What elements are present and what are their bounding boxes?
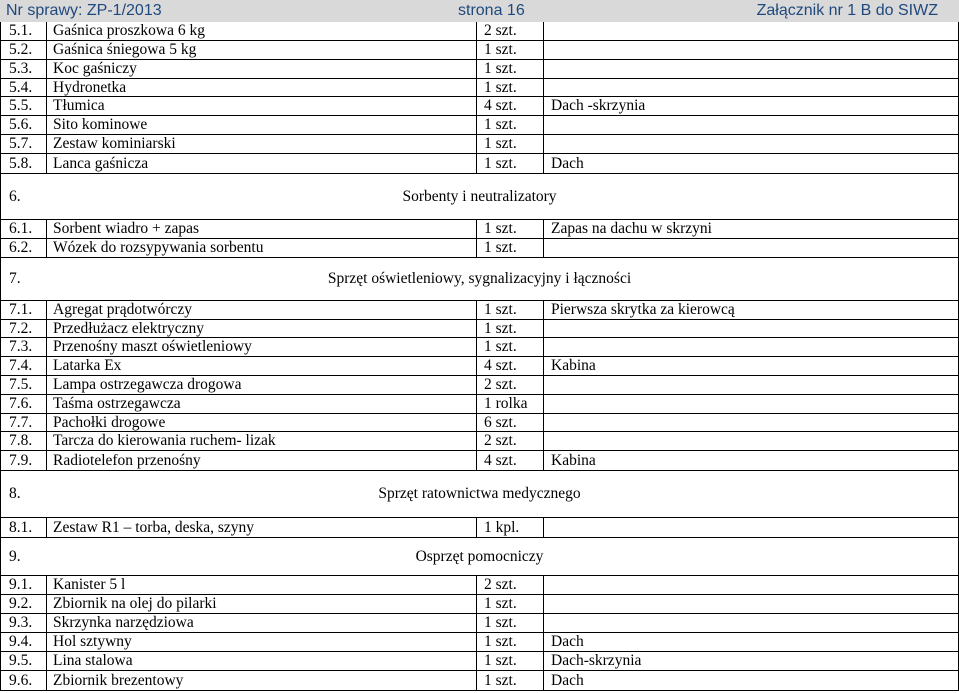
item-number: 5.4.	[9, 79, 33, 96]
case-number: Nr sprawy: ZP-1/2013	[6, 2, 162, 19]
item-quantity: 1 szt.	[484, 595, 517, 612]
table-row	[0, 357, 959, 376]
table-row	[0, 97, 959, 116]
column-divider	[543, 239, 544, 258]
column-divider	[476, 135, 477, 154]
column-divider	[476, 451, 477, 471]
table-row	[0, 41, 959, 60]
column-divider	[476, 595, 477, 614]
table-row	[0, 432, 959, 451]
column-divider	[46, 576, 47, 595]
column-divider	[46, 414, 47, 432]
item-number: 9.1.	[9, 576, 33, 593]
item-quantity: 1 rolka	[484, 395, 528, 412]
item-note: Pierwsza skrytka za kierowcą	[551, 301, 735, 318]
column-divider	[476, 60, 477, 79]
column-divider	[0, 471, 1, 518]
item-number: 9.6.	[9, 672, 33, 689]
table-row	[0, 671, 959, 691]
item-number: 7.9.	[9, 452, 33, 469]
column-divider	[476, 22, 477, 41]
item-number: 6.1.	[9, 220, 33, 237]
column-divider	[543, 614, 544, 633]
item-quantity: 2 szt.	[484, 432, 517, 449]
column-divider	[46, 357, 47, 376]
column-divider	[543, 395, 544, 414]
item-number: 7.5.	[9, 376, 33, 393]
item-quantity: 1 szt.	[484, 320, 517, 337]
item-number: 5.6.	[9, 116, 33, 133]
item-quantity: 2 szt.	[484, 376, 517, 393]
item-quantity: 1 szt.	[484, 79, 517, 96]
column-divider	[0, 79, 1, 97]
column-divider	[46, 116, 47, 135]
column-divider	[46, 652, 47, 671]
column-divider	[46, 79, 47, 97]
item-number: 7.3.	[9, 338, 33, 355]
item-name: Sorbent wiadro + zapas	[53, 220, 200, 237]
column-divider	[476, 576, 477, 595]
column-divider	[0, 518, 1, 538]
item-name: Wózek do rozsypywania sorbentu	[53, 239, 264, 256]
column-divider	[46, 595, 47, 614]
item-quantity: 4 szt.	[484, 97, 517, 114]
attachment-label: Załącznik nr 1 B do SIWZ	[756, 2, 938, 19]
item-number: 7.2.	[9, 320, 33, 337]
table-row	[0, 60, 959, 79]
item-number: 7.6.	[9, 395, 33, 412]
column-divider	[0, 614, 1, 633]
item-quantity: 1 szt.	[484, 135, 517, 152]
column-divider	[543, 135, 544, 154]
column-divider	[0, 174, 1, 220]
item-number: 5.2.	[9, 41, 33, 58]
column-divider	[543, 154, 544, 174]
section-title: Sprzęt ratownictwa medycznego	[378, 485, 581, 502]
item-name: Koc gaśniczy	[53, 60, 137, 77]
table-row	[0, 633, 959, 652]
table-row	[0, 376, 959, 395]
item-number: 6.2.	[9, 239, 33, 256]
item-quantity: 1 szt.	[484, 60, 517, 77]
column-divider	[46, 97, 47, 116]
column-divider	[543, 116, 544, 135]
column-divider	[543, 60, 544, 79]
column-divider	[476, 79, 477, 97]
item-number: 5.5.	[9, 97, 33, 114]
item-quantity: 1 szt.	[484, 338, 517, 355]
column-divider	[543, 595, 544, 614]
column-divider	[543, 22, 544, 41]
column-divider	[0, 451, 1, 471]
table-row	[0, 595, 959, 614]
item-number: 8.1.	[9, 519, 33, 536]
column-divider	[0, 414, 1, 432]
item-number: 9.2.	[9, 595, 33, 612]
column-divider	[543, 652, 544, 671]
item-number: 9.5.	[9, 652, 33, 669]
column-divider	[46, 451, 47, 471]
item-quantity: 1 szt.	[484, 155, 517, 172]
column-divider	[476, 97, 477, 116]
item-note: Dach -skrzynia	[551, 97, 646, 114]
column-divider	[543, 41, 544, 60]
table-row	[0, 614, 959, 633]
column-divider	[476, 518, 477, 538]
column-divider	[46, 154, 47, 174]
item-name: Kanister 5 l	[53, 576, 126, 593]
column-divider	[543, 671, 544, 691]
item-note: Dach	[551, 633, 584, 650]
column-divider	[0, 320, 1, 338]
section-number: 6.	[9, 188, 21, 205]
table-row	[0, 79, 959, 97]
item-quantity: 1 szt.	[484, 614, 517, 631]
item-quantity: 1 kpl.	[484, 519, 520, 536]
column-divider	[46, 135, 47, 154]
item-quantity: 1 szt.	[484, 652, 517, 669]
item-name: Przenośny maszt oświetleniowy	[53, 338, 252, 355]
item-name: Tarcza do kierowania ruchem- lizak	[53, 432, 276, 449]
column-divider	[0, 357, 1, 376]
column-divider	[0, 432, 1, 451]
column-divider	[0, 60, 1, 79]
item-quantity: 6 szt.	[484, 414, 517, 431]
column-divider	[476, 376, 477, 395]
item-name: Skrzynka narzędziowa	[53, 614, 194, 631]
column-divider	[543, 301, 544, 320]
column-divider	[476, 338, 477, 357]
item-number: 5.1.	[9, 22, 33, 39]
item-note: Kabina	[551, 357, 596, 374]
page-number: strona 16	[458, 2, 525, 19]
table-row	[0, 154, 959, 174]
item-number: 5.3.	[9, 60, 33, 77]
item-number: 9.3.	[9, 614, 33, 631]
section-title: Osprzęt pomocniczy	[415, 548, 544, 565]
item-quantity: 1 szt.	[484, 41, 517, 58]
column-divider	[0, 671, 1, 691]
column-divider	[0, 576, 1, 595]
column-divider	[476, 614, 477, 633]
item-name: Zestaw R1 – torba, deska, szyny	[53, 519, 255, 536]
column-divider	[476, 432, 477, 451]
column-divider	[0, 135, 1, 154]
item-name: Taśma ostrzegawcza	[53, 395, 181, 412]
column-divider	[476, 154, 477, 174]
column-divider	[46, 301, 47, 320]
item-quantity: 1 szt.	[484, 301, 517, 318]
item-name: Hydronetka	[53, 79, 127, 96]
column-divider	[543, 451, 544, 471]
item-name: Lampa ostrzegawcza drogowa	[53, 376, 242, 393]
column-divider	[543, 414, 544, 432]
column-divider	[543, 320, 544, 338]
column-divider	[46, 338, 47, 357]
column-divider	[46, 633, 47, 652]
section-title: Sprzęt oświetleniowy, sygnalizacyjny i łączności	[327, 270, 632, 287]
column-divider	[543, 220, 544, 239]
column-divider	[543, 432, 544, 451]
item-note: Kabina	[551, 452, 596, 469]
section-number: 9.	[9, 548, 21, 565]
item-name: Lanca gaśnicza	[53, 155, 149, 172]
column-divider	[476, 633, 477, 652]
column-divider	[0, 116, 1, 135]
table-row	[0, 22, 959, 41]
table-row	[0, 338, 959, 357]
section-heading-row	[0, 538, 959, 576]
column-divider	[0, 220, 1, 239]
column-divider	[543, 79, 544, 97]
column-divider	[543, 376, 544, 395]
column-divider	[476, 320, 477, 338]
column-divider	[476, 220, 477, 239]
column-divider	[476, 395, 477, 414]
column-divider	[476, 116, 477, 135]
item-name: Zbiornik brezentowy	[53, 672, 184, 689]
item-name: Latarka Ex	[53, 357, 122, 374]
column-divider	[0, 97, 1, 116]
column-divider	[0, 22, 1, 41]
item-name: Zbiornik na olej do pilarki	[53, 595, 217, 612]
item-name: Tłumica	[53, 97, 105, 114]
section-number: 8.	[9, 485, 21, 502]
item-number: 7.8.	[9, 432, 33, 449]
section-number: 7.	[9, 270, 21, 287]
item-name: Gaśnica śniegowa 5 kg	[53, 41, 197, 58]
item-quantity: 1 szt.	[484, 672, 517, 689]
column-divider	[46, 518, 47, 538]
column-divider	[46, 41, 47, 60]
column-divider	[0, 338, 1, 357]
column-divider	[46, 239, 47, 258]
column-divider	[476, 357, 477, 376]
item-note: Dach	[551, 672, 584, 689]
item-number: 5.7.	[9, 135, 33, 152]
table-row	[0, 414, 959, 432]
section-heading-row	[0, 258, 959, 301]
column-divider	[543, 97, 544, 116]
item-quantity: 4 szt.	[484, 452, 517, 469]
item-quantity: 1 szt.	[484, 116, 517, 133]
column-divider	[476, 301, 477, 320]
item-name: Pachołki drogowe	[53, 414, 166, 431]
column-divider	[543, 576, 544, 595]
item-note: Dach-skrzynia	[551, 652, 642, 669]
column-divider	[543, 518, 544, 538]
column-divider	[46, 376, 47, 395]
item-quantity: 2 szt.	[484, 22, 517, 39]
column-divider	[0, 154, 1, 174]
item-name: Gaśnica proszkowa 6 kg	[53, 22, 205, 39]
column-divider	[46, 320, 47, 338]
item-number: 7.4.	[9, 357, 33, 374]
section-heading-row	[0, 174, 959, 220]
column-divider	[0, 239, 1, 258]
section-heading-row	[0, 471, 959, 518]
item-name: Agregat prądotwórczy	[53, 301, 193, 318]
item-quantity: 1 szt.	[484, 239, 517, 256]
table-row	[0, 652, 959, 671]
table-row	[0, 301, 959, 320]
item-quantity: 2 szt.	[484, 576, 517, 593]
item-quantity: 4 szt.	[484, 357, 517, 374]
table-row	[0, 239, 959, 258]
section-title: Sorbenty i neutralizatory	[402, 188, 557, 205]
table-row	[0, 395, 959, 414]
table-row	[0, 220, 959, 239]
column-divider	[46, 614, 47, 633]
item-number: 7.1.	[9, 301, 33, 318]
column-divider	[0, 595, 1, 614]
item-number: 7.7.	[9, 414, 33, 431]
item-name: Przedłużacz elektryczny	[53, 320, 205, 337]
table-row	[0, 116, 959, 135]
column-divider	[0, 633, 1, 652]
column-divider	[46, 60, 47, 79]
column-divider	[0, 301, 1, 320]
item-note: Dach	[551, 155, 584, 172]
table-row	[0, 576, 959, 595]
column-divider	[0, 538, 1, 576]
column-divider	[543, 633, 544, 652]
item-quantity: 1 szt.	[484, 633, 517, 650]
column-divider	[0, 376, 1, 395]
column-divider	[476, 671, 477, 691]
column-divider	[46, 395, 47, 414]
table-row	[0, 135, 959, 154]
item-name: Radiotelefon przenośny	[53, 452, 201, 469]
column-divider	[543, 338, 544, 357]
item-quantity: 1 szt.	[484, 220, 517, 237]
item-number: 9.4.	[9, 633, 33, 650]
item-number: 5.8.	[9, 155, 33, 172]
item-name: Lina stalowa	[53, 652, 133, 669]
item-name: Zestaw kominiarski	[53, 135, 176, 152]
column-divider	[0, 652, 1, 671]
column-divider	[543, 357, 544, 376]
column-divider	[46, 22, 47, 41]
column-divider	[476, 652, 477, 671]
item-name: Sito kominowe	[53, 116, 148, 133]
column-divider	[0, 258, 1, 301]
column-divider	[46, 432, 47, 451]
item-note: Zapas na dachu w skrzyni	[551, 220, 712, 237]
table-row	[0, 320, 959, 338]
column-divider	[0, 41, 1, 60]
column-divider	[46, 220, 47, 239]
item-name: Hol sztywny	[53, 633, 132, 650]
column-divider	[476, 239, 477, 258]
column-divider	[0, 395, 1, 414]
column-divider	[46, 671, 47, 691]
column-divider	[476, 41, 477, 60]
table-row	[0, 518, 959, 538]
column-divider	[476, 414, 477, 432]
table-row	[0, 451, 959, 471]
